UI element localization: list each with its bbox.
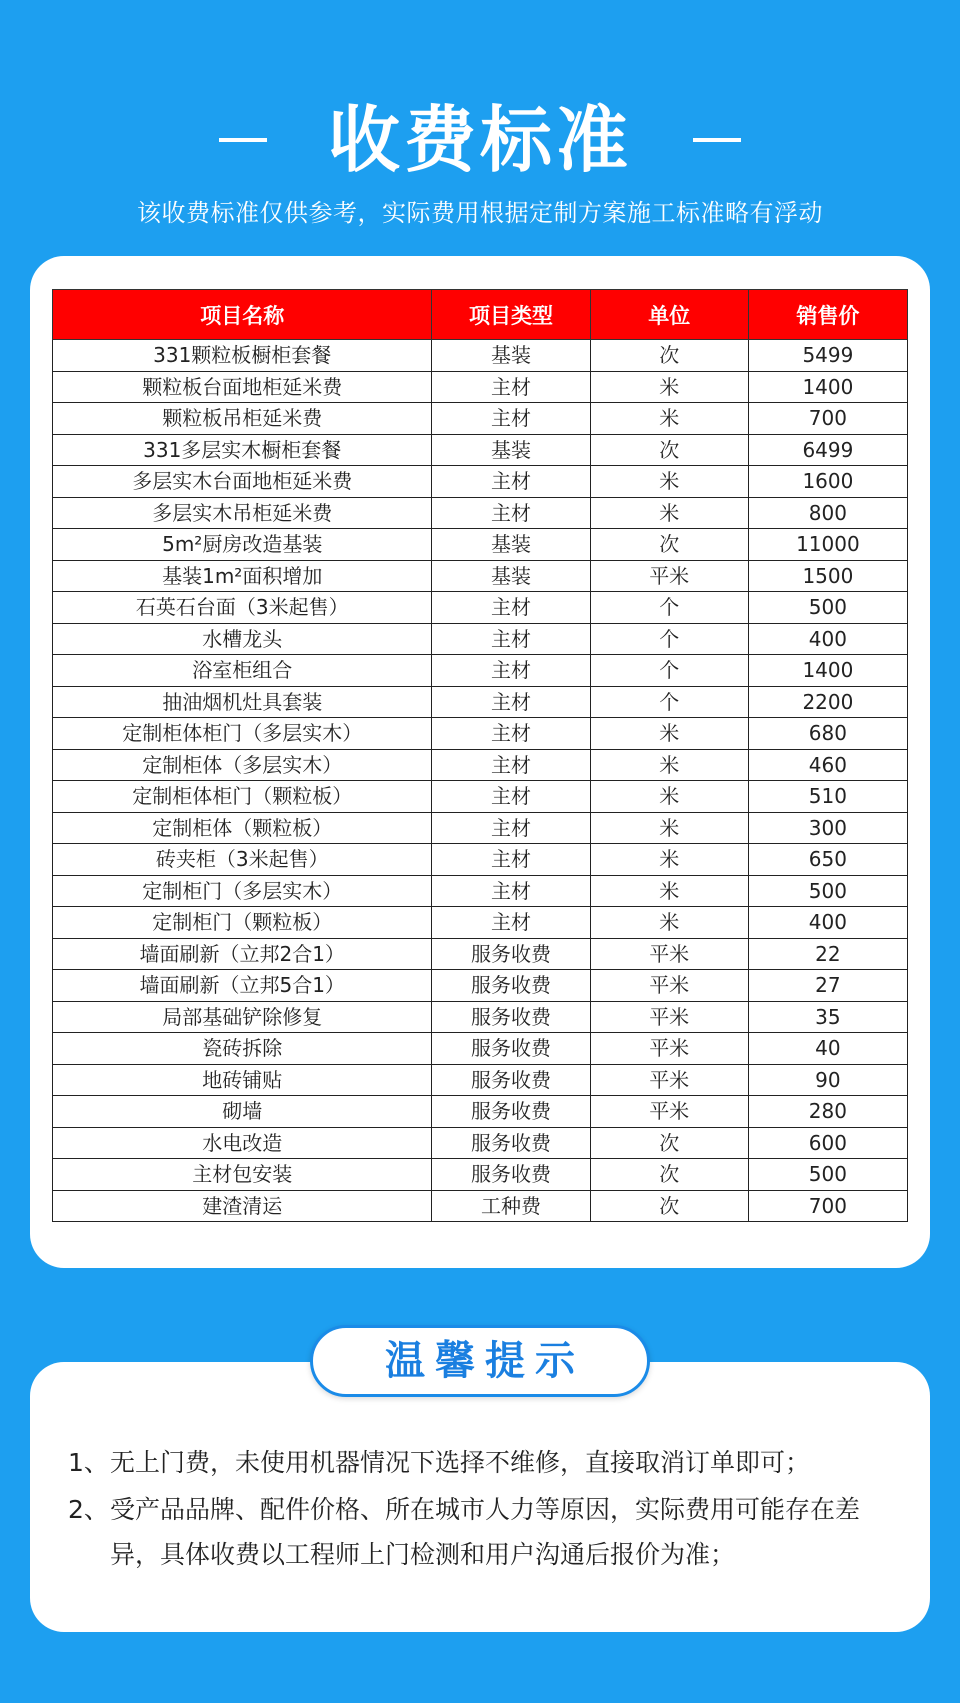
cell-price: 510 xyxy=(748,781,907,813)
cell-price: 500 xyxy=(748,875,907,907)
cell-price: 90 xyxy=(748,1064,907,1096)
table-row xyxy=(53,875,908,907)
cell-unit: 米 xyxy=(590,875,748,907)
price-table-card xyxy=(30,256,930,1268)
cell-item-name: 5m²厨房改造基装 xyxy=(53,529,432,561)
cell-unit: 次 xyxy=(590,529,748,561)
cell-item-name: 砌墙 xyxy=(53,1096,432,1128)
cell-price: 280 xyxy=(748,1096,907,1128)
cell-item-name: 定制柜体柜门（颗粒板） xyxy=(53,781,432,813)
cell-item-name: 墙面刷新（立邦5合1） xyxy=(53,970,432,1002)
cell-unit: 米 xyxy=(590,403,748,435)
cell-item-name: 局部基础铲除修复 xyxy=(53,1001,432,1033)
cell-item-name: 主材包安装 xyxy=(53,1159,432,1191)
table-row xyxy=(53,1127,908,1159)
cell-item-name: 地砖铺贴 xyxy=(53,1064,432,1096)
cell-unit: 米 xyxy=(590,497,748,529)
cell-price: 700 xyxy=(748,403,907,435)
tip-text: 无上门费，未使用机器情况下选择不维修，直接取消订单即可； xyxy=(110,1448,811,1477)
cell-item-name: 定制柜体（颗粒板） xyxy=(53,812,432,844)
cell-price: 700 xyxy=(748,1190,907,1222)
cell-unit: 米 xyxy=(590,718,748,750)
cell-item-name: 瓷砖拆除 xyxy=(53,1033,432,1065)
cell-unit: 米 xyxy=(590,907,748,939)
cell-unit: 米 xyxy=(590,812,748,844)
cell-item-type: 主材 xyxy=(432,623,590,655)
cell-price: 35 xyxy=(748,1001,907,1033)
table-row xyxy=(53,938,908,970)
cell-price: 680 xyxy=(748,718,907,750)
cell-item-name: 多层实木吊柜延米费 xyxy=(53,497,432,529)
table-row xyxy=(53,718,908,750)
cell-item-name: 抽油烟机灶具套装 xyxy=(53,686,432,718)
table-row xyxy=(53,812,908,844)
cell-item-type: 主材 xyxy=(432,875,590,907)
cell-price: 40 xyxy=(748,1033,907,1065)
cell-unit: 米 xyxy=(590,749,748,781)
cell-item-name: 定制柜体（多层实木） xyxy=(53,749,432,781)
cell-item-name: 水槽龙头 xyxy=(53,623,432,655)
cell-item-type: 主材 xyxy=(432,592,590,624)
cell-item-type: 服务收费 xyxy=(432,1001,590,1033)
tips-badge xyxy=(310,1325,650,1397)
table-row xyxy=(53,340,908,372)
table-row xyxy=(53,560,908,592)
cell-item-type: 主材 xyxy=(432,907,590,939)
cell-item-type: 服务收费 xyxy=(432,1127,590,1159)
cell-item-name: 颗粒板台面地柜延米费 xyxy=(53,371,432,403)
cell-item-name: 墙面刷新（立邦2合1） xyxy=(53,938,432,970)
cell-unit: 个 xyxy=(590,623,748,655)
tip-item xyxy=(68,1487,908,1577)
tip-text: 受产品品牌、配件价格、所在城市人力等原因，实际费用可能存在差异，具体收费以工程师上门检测和用户沟通后报价为准； xyxy=(110,1495,861,1569)
cell-unit: 次 xyxy=(590,340,748,372)
tips-badge-label: 温馨提示 xyxy=(385,1338,585,1384)
cell-item-name: 砖夹柜（3米起售） xyxy=(53,844,432,876)
tip-number: 2、 xyxy=(68,1495,109,1524)
table-row xyxy=(53,1033,908,1065)
cell-unit: 次 xyxy=(590,434,748,466)
cell-unit: 米 xyxy=(590,371,748,403)
cell-unit: 平米 xyxy=(590,1064,748,1096)
cell-item-type: 主材 xyxy=(432,718,590,750)
cell-unit: 米 xyxy=(590,844,748,876)
cell-unit: 个 xyxy=(590,592,748,624)
cell-unit: 平米 xyxy=(590,938,748,970)
cell-item-type: 服务收费 xyxy=(432,1033,590,1065)
table-row xyxy=(53,403,908,435)
cell-unit: 米 xyxy=(590,781,748,813)
cell-item-type: 主材 xyxy=(432,781,590,813)
cell-unit: 米 xyxy=(590,466,748,498)
cell-price: 650 xyxy=(748,844,907,876)
column-header-type: 项目类型 xyxy=(432,290,590,340)
cell-item-name: 331多层实木橱柜套餐 xyxy=(53,434,432,466)
cell-item-name: 颗粒板吊柜延米费 xyxy=(53,403,432,435)
table-row xyxy=(53,529,908,561)
cell-price: 22 xyxy=(748,938,907,970)
tips-list xyxy=(68,1440,908,1579)
cell-item-name: 定制柜门（多层实木） xyxy=(53,875,432,907)
cell-price: 400 xyxy=(748,623,907,655)
cell-price: 500 xyxy=(748,1159,907,1191)
table-header-row xyxy=(53,290,908,340)
cell-price: 5499 xyxy=(748,340,907,372)
left-dash-decoration xyxy=(219,138,267,142)
cell-item-type: 服务收费 xyxy=(432,938,590,970)
cell-item-name: 浴室柜组合 xyxy=(53,655,432,687)
cell-item-type: 基装 xyxy=(432,529,590,561)
table-row xyxy=(53,1159,908,1191)
cell-price: 800 xyxy=(748,497,907,529)
cell-price: 1600 xyxy=(748,466,907,498)
page-subtitle: 该收费标准仅供参考，实际费用根据定制方案施工标准略有浮动 xyxy=(137,199,823,227)
cell-price: 460 xyxy=(748,749,907,781)
cell-price: 1500 xyxy=(748,560,907,592)
cell-price: 300 xyxy=(748,812,907,844)
table-row xyxy=(53,907,908,939)
cell-item-type: 工种费 xyxy=(432,1190,590,1222)
cell-item-type: 主材 xyxy=(432,812,590,844)
table-row xyxy=(53,466,908,498)
tip-number: 1、 xyxy=(68,1448,109,1477)
cell-item-type: 基装 xyxy=(432,434,590,466)
cell-price: 27 xyxy=(748,970,907,1002)
cell-item-name: 石英石台面（3米起售） xyxy=(53,592,432,624)
cell-unit: 平米 xyxy=(590,970,748,1002)
column-header-name: 项目名称 xyxy=(53,290,432,340)
header xyxy=(0,0,960,250)
tip-item xyxy=(68,1440,908,1485)
cell-item-name: 331颗粒板橱柜套餐 xyxy=(53,340,432,372)
cell-item-name: 基装1m²面积增加 xyxy=(53,560,432,592)
table-row xyxy=(53,970,908,1002)
table-body xyxy=(53,340,908,1222)
cell-item-type: 主材 xyxy=(432,749,590,781)
cell-price: 400 xyxy=(748,907,907,939)
table-row xyxy=(53,1190,908,1222)
cell-item-type: 服务收费 xyxy=(432,1096,590,1128)
cell-item-type: 主材 xyxy=(432,497,590,529)
cell-item-type: 主材 xyxy=(432,371,590,403)
table-row xyxy=(53,434,908,466)
cell-item-type: 主材 xyxy=(432,466,590,498)
table-row xyxy=(53,1096,908,1128)
cell-price: 11000 xyxy=(748,529,907,561)
table-row xyxy=(53,686,908,718)
column-header-unit: 单位 xyxy=(590,290,748,340)
table-row xyxy=(53,371,908,403)
cell-unit: 个 xyxy=(590,686,748,718)
table-row xyxy=(53,749,908,781)
cell-item-type: 基装 xyxy=(432,340,590,372)
cell-item-type: 服务收费 xyxy=(432,1064,590,1096)
title-row xyxy=(0,92,960,188)
table-row xyxy=(53,1064,908,1096)
cell-unit: 个 xyxy=(590,655,748,687)
cell-unit: 平米 xyxy=(590,560,748,592)
cell-unit: 平米 xyxy=(590,1033,748,1065)
table-row xyxy=(53,592,908,624)
table-row xyxy=(53,1001,908,1033)
cell-price: 1400 xyxy=(748,655,907,687)
cell-item-type: 主材 xyxy=(432,655,590,687)
cell-price: 6499 xyxy=(748,434,907,466)
price-table xyxy=(52,289,908,1222)
cell-item-type: 主材 xyxy=(432,844,590,876)
cell-item-name: 定制柜门（颗粒板） xyxy=(53,907,432,939)
table-row xyxy=(53,655,908,687)
cell-item-type: 主材 xyxy=(432,686,590,718)
right-dash-decoration xyxy=(693,138,741,142)
cell-item-name: 建渣清运 xyxy=(53,1190,432,1222)
cell-unit: 次 xyxy=(590,1190,748,1222)
cell-item-name: 多层实木台面地柜延米费 xyxy=(53,466,432,498)
cell-price: 600 xyxy=(748,1127,907,1159)
table-row xyxy=(53,497,908,529)
cell-price: 1400 xyxy=(748,371,907,403)
cell-price: 2200 xyxy=(748,686,907,718)
cell-item-type: 服务收费 xyxy=(432,970,590,1002)
cell-unit: 次 xyxy=(590,1159,748,1191)
cell-unit: 平米 xyxy=(590,1096,748,1128)
cell-unit: 次 xyxy=(590,1127,748,1159)
column-header-price: 销售价 xyxy=(748,290,907,340)
cell-unit: 平米 xyxy=(590,1001,748,1033)
cell-item-type: 主材 xyxy=(432,403,590,435)
cell-item-name: 定制柜体柜门（多层实木） xyxy=(53,718,432,750)
table-row xyxy=(53,781,908,813)
table-row xyxy=(53,844,908,876)
cell-item-name: 水电改造 xyxy=(53,1127,432,1159)
cell-price: 500 xyxy=(748,592,907,624)
page-title: 收费标准 xyxy=(327,98,632,182)
cell-item-type: 基装 xyxy=(432,560,590,592)
table-row xyxy=(53,623,908,655)
cell-item-type: 服务收费 xyxy=(432,1159,590,1191)
